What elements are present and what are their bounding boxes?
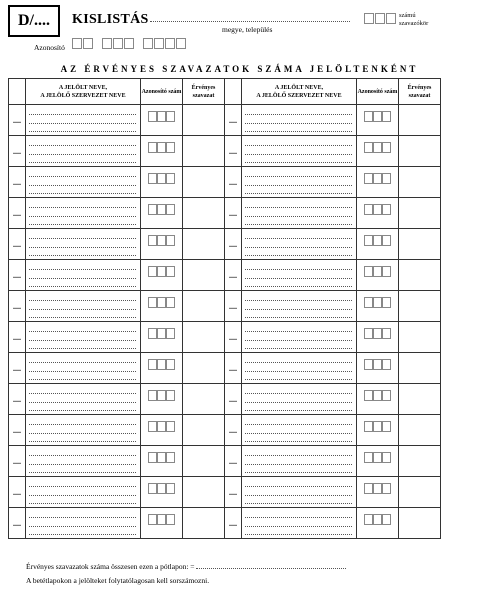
valid-votes-field[interactable] [399, 322, 441, 353]
valid-votes-field[interactable] [399, 167, 441, 198]
table-row [9, 136, 441, 167]
row-number[interactable]: .... [9, 322, 26, 353]
candidate-id-boxes[interactable] [357, 384, 399, 415]
candidate-id-boxes[interactable] [141, 291, 183, 322]
valid-votes-field[interactable] [399, 477, 441, 508]
candidate-id-boxes[interactable] [141, 446, 183, 477]
valid-votes-field[interactable] [399, 353, 441, 384]
candidate-id-boxes[interactable] [357, 322, 399, 353]
form-code-box [8, 5, 60, 37]
row-number[interactable]: .... [225, 136, 242, 167]
candidate-name-field[interactable] [242, 322, 357, 353]
valid-votes-field[interactable] [183, 291, 225, 322]
candidate-name-field[interactable] [26, 167, 141, 198]
row-number[interactable]: .... [9, 508, 26, 539]
candidate-id-boxes[interactable] [357, 477, 399, 508]
table-row [9, 384, 441, 415]
valid-votes-field[interactable] [183, 229, 225, 260]
col-id-header-2: Azonosító szám [357, 79, 399, 105]
candidate-name-field[interactable] [26, 415, 141, 446]
col-id-header: Azonosító szám [141, 79, 183, 105]
candidate-name-field[interactable] [26, 260, 141, 291]
valid-votes-field[interactable] [183, 415, 225, 446]
row-number[interactable]: .... [9, 446, 26, 477]
candidate-id-boxes[interactable] [141, 260, 183, 291]
valid-votes-field[interactable] [183, 105, 225, 136]
row-number[interactable]: .... [9, 384, 26, 415]
candidate-name-field[interactable] [242, 105, 357, 136]
row-number[interactable]: .... [9, 167, 26, 198]
col-votes-header: Érvényes szavazat [183, 79, 225, 105]
candidate-id-boxes[interactable] [357, 167, 399, 198]
valid-votes-field[interactable] [399, 384, 441, 415]
form-code: D/.... [18, 12, 50, 29]
table-row [9, 508, 441, 539]
candidate-name-field[interactable] [242, 291, 357, 322]
candidate-name-field[interactable] [26, 291, 141, 322]
valid-votes-field[interactable] [399, 105, 441, 136]
candidate-id-boxes[interactable] [357, 353, 399, 384]
page-title: KISLISTÁS [72, 12, 149, 27]
row-number[interactable]: .... [9, 353, 26, 384]
candidate-name-field[interactable] [242, 260, 357, 291]
candidate-id-boxes[interactable] [357, 229, 399, 260]
valid-votes-field[interactable] [399, 446, 441, 477]
valid-votes-field[interactable] [183, 384, 225, 415]
candidate-name-field[interactable] [242, 167, 357, 198]
candidate-id-boxes[interactable] [357, 136, 399, 167]
row-number[interactable]: .... [225, 322, 242, 353]
valid-votes-field[interactable] [183, 260, 225, 291]
valid-votes-field[interactable] [183, 198, 225, 229]
row-number[interactable]: .... [225, 446, 242, 477]
numbering-note: A betétlapokon a jelölteket folytatólagosan kell sorszámozni. [26, 576, 210, 585]
row-number[interactable]: .... [9, 105, 26, 136]
candidate-name-field[interactable] [242, 415, 357, 446]
candidate-id-boxes[interactable] [357, 260, 399, 291]
candidate-name-field[interactable] [26, 477, 141, 508]
row-number[interactable]: .... [225, 105, 242, 136]
candidate-id-boxes[interactable] [141, 198, 183, 229]
row-number[interactable]: .... [9, 198, 26, 229]
candidate-id-boxes[interactable] [357, 446, 399, 477]
district-label: számú szavazókör [399, 12, 429, 27]
candidate-id-boxes[interactable] [357, 415, 399, 446]
valid-votes-field[interactable] [183, 136, 225, 167]
row-number[interactable]: .... [225, 229, 242, 260]
row-number[interactable]: .... [225, 477, 242, 508]
total-field[interactable] [196, 568, 346, 569]
candidate-name-field[interactable] [26, 136, 141, 167]
table-row [9, 353, 441, 384]
candidate-name-field[interactable] [26, 229, 141, 260]
candidate-id-boxes[interactable] [141, 322, 183, 353]
county-label: megye, település [222, 25, 273, 34]
candidate-name-field[interactable] [242, 229, 357, 260]
candidate-id-boxes[interactable] [141, 136, 183, 167]
row-number[interactable]: .... [225, 353, 242, 384]
district-number-boxes[interactable] [364, 13, 397, 31]
county-field-line[interactable] [150, 21, 350, 22]
col-votes-header-2: Érvényes szavazat [399, 79, 441, 105]
id-boxes[interactable] [72, 38, 187, 56]
valid-votes-field[interactable] [183, 446, 225, 477]
table-row [9, 415, 441, 446]
candidate-name-field[interactable] [242, 446, 357, 477]
candidate-id-boxes[interactable] [141, 384, 183, 415]
table-row [9, 446, 441, 477]
candidate-name-field[interactable] [242, 353, 357, 384]
valid-votes-field[interactable] [399, 136, 441, 167]
valid-votes-field[interactable] [399, 508, 441, 539]
candidate-id-boxes[interactable] [141, 477, 183, 508]
valid-votes-field[interactable] [183, 508, 225, 539]
row-number[interactable]: .... [9, 136, 26, 167]
candidate-name-field[interactable] [26, 384, 141, 415]
row-number[interactable]: .... [225, 508, 242, 539]
candidate-name-field[interactable] [242, 136, 357, 167]
valid-votes-field[interactable] [399, 229, 441, 260]
candidate-id-boxes[interactable] [141, 105, 183, 136]
row-number[interactable]: .... [9, 415, 26, 446]
valid-votes-field[interactable] [183, 477, 225, 508]
candidate-name-field[interactable] [242, 477, 357, 508]
valid-votes-field[interactable] [183, 167, 225, 198]
valid-votes-field[interactable] [183, 353, 225, 384]
valid-votes-field[interactable] [399, 198, 441, 229]
table-row [9, 229, 441, 260]
row-number[interactable]: .... [9, 229, 26, 260]
col-name-header-2: A JELÖLT NEVE, A JELÖLŐ SZERVEZET NEVE [242, 79, 357, 105]
row-number[interactable]: .... [225, 384, 242, 415]
candidate-name-field[interactable] [26, 353, 141, 384]
candidate-name-field[interactable] [26, 322, 141, 353]
candidate-id-boxes[interactable] [141, 508, 183, 539]
total-label: Érvényes szavazatok száma összesen ezen a pótlapon: = [26, 562, 346, 571]
candidate-id-boxes[interactable] [357, 198, 399, 229]
table-row [9, 105, 441, 136]
candidate-id-boxes[interactable] [357, 508, 399, 539]
candidate-name-field[interactable] [26, 198, 141, 229]
candidate-name-field[interactable] [242, 384, 357, 415]
candidate-name-field[interactable] [26, 508, 141, 539]
table-row [9, 322, 441, 353]
candidate-name-field[interactable] [242, 198, 357, 229]
row-number[interactable]: .... [9, 260, 26, 291]
candidate-table [8, 78, 441, 539]
section-title: AZ ÉRVÉNYES SZAVAZATOK SZÁMA JELÖLTENKÉNT [60, 64, 419, 74]
candidate-name-field[interactable] [26, 446, 141, 477]
candidate-id-boxes[interactable] [357, 105, 399, 136]
table-row [9, 477, 441, 508]
col-name-header: A JELÖLT NEVE, A JELÖLŐ SZERVEZET NEVE [26, 79, 141, 105]
table-row [9, 167, 441, 198]
row-number[interactable]: .... [225, 291, 242, 322]
table-row [9, 198, 441, 229]
candidate-name-field[interactable] [26, 105, 141, 136]
valid-votes-field[interactable] [399, 291, 441, 322]
table-row [9, 260, 441, 291]
candidate-name-field[interactable] [242, 508, 357, 539]
row-number[interactable]: .... [225, 415, 242, 446]
row-number[interactable]: .... [9, 477, 26, 508]
candidate-id-boxes[interactable] [141, 229, 183, 260]
table-header [9, 79, 441, 105]
id-label: Azonosító [34, 43, 65, 52]
candidate-id-boxes[interactable] [357, 291, 399, 322]
row-number[interactable]: .... [225, 198, 242, 229]
valid-votes-field[interactable] [183, 322, 225, 353]
candidate-id-boxes[interactable] [141, 353, 183, 384]
row-number[interactable]: .... [225, 167, 242, 198]
table-row [9, 291, 441, 322]
valid-votes-field[interactable] [399, 260, 441, 291]
row-number[interactable]: .... [225, 260, 242, 291]
row-number[interactable]: .... [9, 291, 26, 322]
candidate-id-boxes[interactable] [141, 415, 183, 446]
candidate-id-boxes[interactable] [141, 167, 183, 198]
valid-votes-field[interactable] [399, 415, 441, 446]
